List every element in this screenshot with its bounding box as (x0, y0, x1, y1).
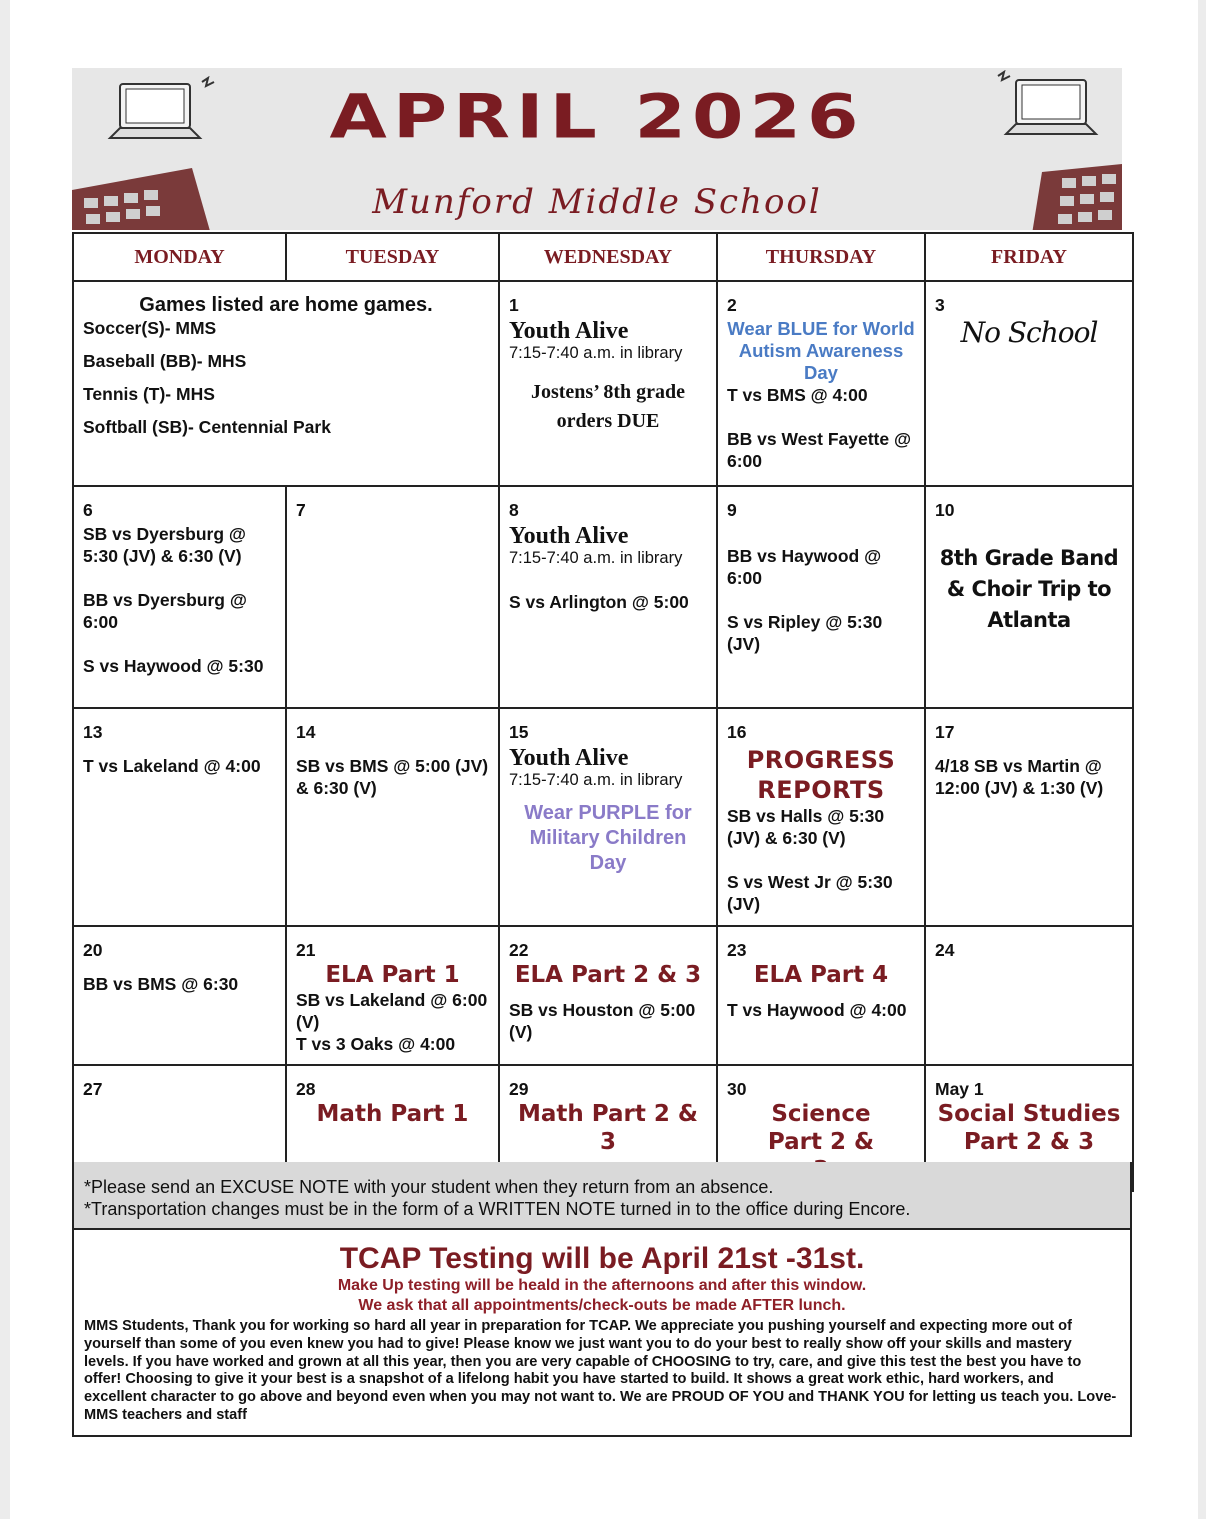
weekday-header: WEDNESDAY (499, 233, 717, 281)
calendar-grid (72, 232, 1134, 1192)
progress-reports-note: PROGRESS REPORTS (746, 746, 896, 804)
awareness-note: Wear PURPLE for Military Children Day (524, 802, 692, 874)
day-cell (717, 281, 925, 486)
note-line: *Transportation changes must be in the form of a WRITTEN NOTE turned in to the office during Encore. (84, 1199, 911, 1219)
event-note: Jostens’ 8th grade orders DUE (530, 381, 686, 432)
tcap-title: TCAP Testing will be April 21st -31st. (339, 1242, 865, 1275)
calendar-title: APRIL 2026 (329, 81, 865, 153)
day-cell (499, 281, 717, 486)
testing-label: ELA Part 2 & 3 (514, 962, 702, 988)
awareness-note: Wear BLUE for World Autism Awareness Day (727, 318, 915, 383)
day-cell (286, 486, 499, 708)
event-item: SB vs Halls @ 5:30 (JV) & 6:30 (V) (727, 806, 885, 848)
day-cell (925, 708, 1133, 926)
testing-label: Social Studies Part 2 & 3 (937, 1101, 1121, 1155)
week-row (73, 926, 1133, 1065)
note-line: *Please send an EXCUSE NOTE with your student when they return from an absence. (84, 1177, 774, 1197)
week-row (73, 281, 1133, 486)
tcap-section (72, 1230, 1132, 1437)
day-cell (717, 486, 925, 708)
day-number: 8 (509, 500, 519, 520)
event-item: BB vs Dyersburg @ 6:00 (83, 590, 247, 632)
event-time: 7:15-7:40 a.m. in library (509, 344, 683, 362)
day-number: 29 (509, 1079, 529, 1099)
day-number: 21 (296, 940, 316, 960)
day-number: 28 (296, 1079, 316, 1099)
week-row (73, 708, 1133, 926)
day-number: May 1 (935, 1079, 984, 1099)
weekday-header: MONDAY (73, 233, 286, 281)
day-number: 30 (727, 1079, 747, 1099)
day-cell (925, 281, 1133, 486)
day-cell (286, 926, 499, 1065)
weekday-header: FRIDAY (925, 233, 1133, 281)
day-cell (717, 926, 925, 1065)
event-item: S vs Haywood @ 5:30 (83, 656, 264, 676)
event-item: 4/18 SB vs Martin @ 12:00 (JV) & 1:30 (V) (935, 756, 1104, 798)
calendar-banner (72, 68, 1122, 230)
event-title: Youth Alive (509, 745, 629, 771)
week-row (73, 486, 1133, 708)
event-item: T vs 3 Oaks @ 4:00 (296, 1034, 456, 1054)
day-number: 22 (509, 940, 529, 960)
school-name: Munford Middle School (372, 182, 822, 222)
event-item: BB vs BMS @ 6:30 (83, 974, 239, 994)
day-number: 23 (727, 940, 747, 960)
event-title: Youth Alive (509, 523, 629, 549)
event-time: 7:15-7:40 a.m. in library (509, 771, 683, 789)
trip-note: 8th Grade Band & Choir Trip to Atlanta (939, 546, 1119, 632)
day-number: 20 (83, 940, 103, 960)
event-item: T vs BMS @ 4:00 (727, 385, 868, 405)
weekday-header: TUESDAY (286, 233, 499, 281)
day-number: 27 (83, 1079, 103, 1099)
testing-label: ELA Part 1 (325, 962, 460, 988)
event-item: SB vs Lakeland @ 6:00 (V) (296, 990, 488, 1032)
event-item: T vs Lakeland @ 4:00 (83, 756, 261, 776)
weekday-header: THURSDAY (717, 233, 925, 281)
testing-label: Science Part 2 & (767, 1101, 875, 1155)
games-legend (73, 281, 499, 486)
reminder-notes (72, 1162, 1132, 1230)
tcap-message: MMS Students, Thank you for working so hard all year in preparation for TCAP. We appreciate you pushing yourself and expecting more out of yourself than some of you even knew you had to give! Please know we just want you to do your best to really show off your skills and mastery levels. If you have worked and grown at all this year, then you are very capable of CHOOSING to try, care, and give this test the best you have to offer! Choosing to give it your best is a snapshot of a lifelong habit you have started to build. It shows a great work ethic, hard workers, and excellent character to go above and beyond even when you may not want to. We are PROUD OF YOU and THANK YOU for letting us teach you. Love- MMS teachers and staff (84, 1318, 1117, 1423)
day-cell (286, 708, 499, 926)
event-item: T vs Haywood @ 4:00 (727, 1000, 907, 1020)
event-item: SB vs Houston @ 5:00 (V) (509, 1000, 696, 1042)
legend-item: Tennis (T)- MHS (83, 384, 215, 404)
day-cell (499, 708, 717, 926)
day-number: 14 (296, 722, 316, 742)
day-number: 1 (509, 295, 519, 315)
event-item: S vs Ripley @ 5:30 (JV) (727, 612, 883, 654)
event-item: S vs Arlington @ 5:00 (509, 592, 689, 612)
tcap-makeup-note: Make Up testing will be heald in the afternoons and after this window. (337, 1277, 867, 1294)
event-item: BB vs Haywood @ 6:00 (727, 546, 882, 588)
tcap-appointments-note: We ask that all appointments/check-outs be made AFTER lunch. (358, 1297, 846, 1314)
day-cell (499, 486, 717, 708)
day-number: 3 (935, 295, 945, 315)
day-cell (73, 926, 286, 1065)
day-number: 10 (935, 500, 955, 520)
day-cell (73, 486, 286, 708)
day-number: 7 (296, 500, 306, 520)
weekday-header-row (73, 233, 1133, 281)
day-number: 15 (509, 722, 529, 742)
testing-label: Math Part 2 & 3 (518, 1101, 698, 1155)
testing-label: Math Part 1 (316, 1101, 469, 1127)
legend-item: Softball (SB)- Centennial Park (83, 417, 331, 437)
day-number: 16 (727, 722, 747, 742)
day-cell (499, 926, 717, 1065)
legend-item: Soccer(S)- MMS (83, 318, 217, 338)
day-number: 24 (935, 940, 955, 960)
day-cell (925, 486, 1133, 708)
event-time: 7:15-7:40 a.m. in library (509, 549, 683, 567)
testing-label: ELA Part 4 (753, 962, 889, 988)
day-cell (925, 926, 1133, 1065)
legend-title: Games listed are home games. (139, 294, 433, 316)
day-cell (717, 708, 925, 926)
legend-item: Baseball (BB)- MHS (83, 351, 247, 371)
day-number: 17 (935, 722, 955, 742)
day-number: 13 (83, 722, 103, 742)
event-item: BB vs West Fayette @ 6:00 (727, 429, 912, 471)
day-number: 6 (83, 500, 93, 520)
day-number: 9 (727, 500, 737, 520)
no-school-note: No School (960, 316, 1098, 349)
day-number: 2 (727, 295, 737, 315)
event-title: Youth Alive (509, 318, 629, 344)
day-cell (73, 708, 286, 926)
event-item: SB vs Dyersburg @ 5:30 (JV) & 6:30 (V) (83, 524, 246, 566)
event-item: S vs West Jr @ 5:30 (JV) (727, 872, 893, 914)
event-item: SB vs BMS @ 5:00 (JV) & 6:30 (V) (296, 756, 489, 798)
